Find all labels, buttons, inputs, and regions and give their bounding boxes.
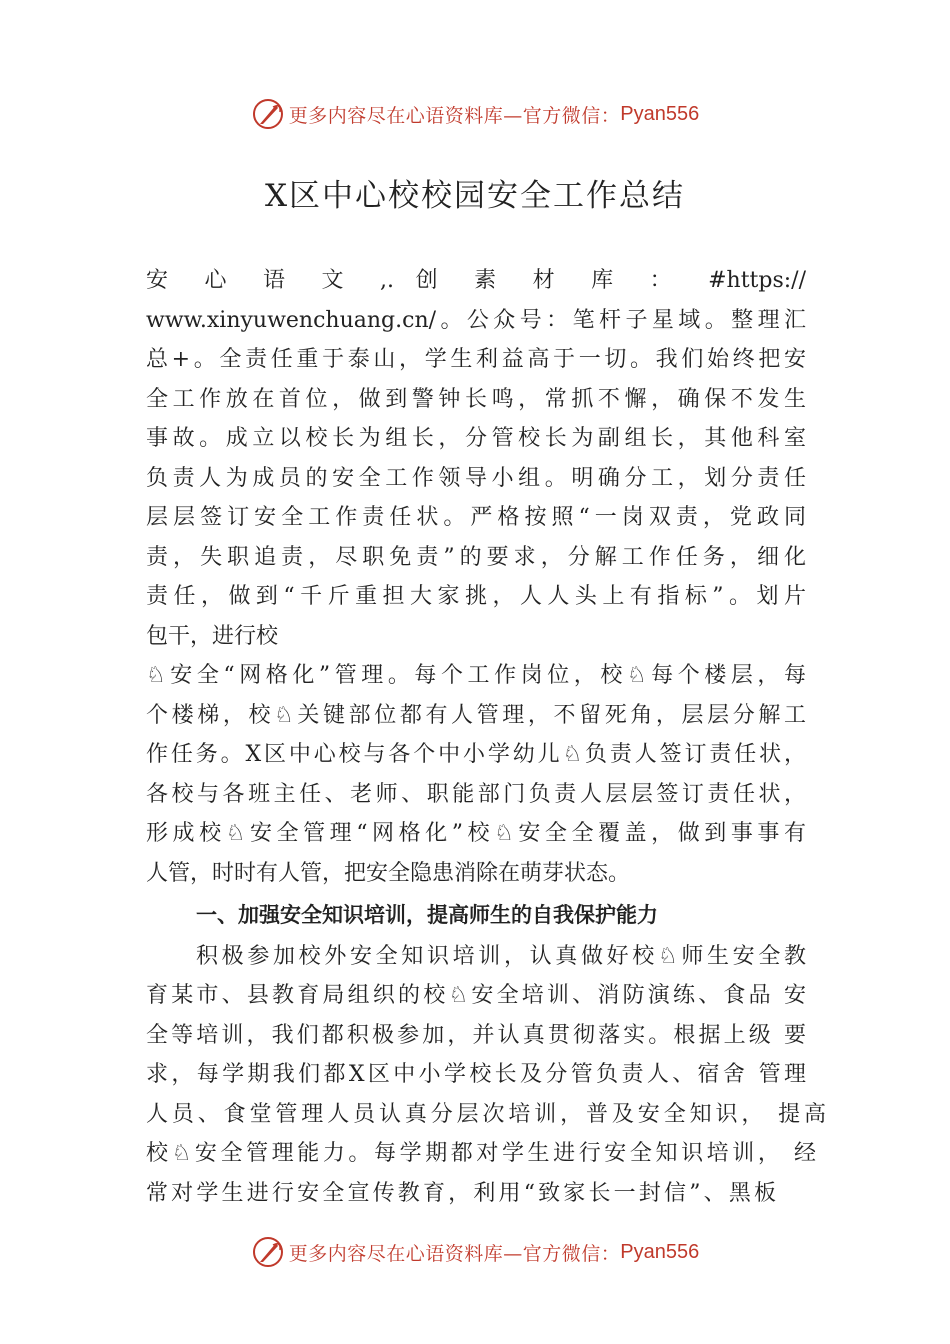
quill-logo-icon xyxy=(251,97,285,131)
banner-text: 更多内容尽在心语资料库—官方微信： xyxy=(288,104,621,127)
paragraph-line: 责任，做到“千斤重担大家挑，人人头上有指标”。划片 xyxy=(146,584,806,609)
paragraph-line: 形成校♘安全管理“网格化”校♘安全全覆盖，做到事事有 xyxy=(146,821,806,846)
paragraph-line: 包干，进行校 xyxy=(146,624,279,649)
paragraph-line: ♘安全“网格化”管理。每个工作岗位，校♘每个楼层，每 xyxy=(146,663,806,688)
paragraph-line: 作任务。X区中心校与各个中小学幼儿♘负责人签订责任状， xyxy=(146,742,806,767)
paragraph-line: 人管，时时有人管，把安全隐患消除在萌芽状态。 xyxy=(146,861,631,886)
paragraph-line: 负责人为成员的安全工作领导小组。明确分工，划分责任 xyxy=(146,466,806,491)
paragraph-line: www.xinyuwenchuang.cn/。公众号：笔杆子星域。整理汇 xyxy=(146,308,806,333)
section-heading: 一、加强安全知识培训，提高师生的自我保护能力 xyxy=(196,903,658,927)
paragraph-line: 积极参加校外安全知识培训，认真做好校♘师生安全教 xyxy=(196,944,806,969)
paragraph-line: 常对学生进行安全宣传教育，利用“致家长一封信”、黑板 xyxy=(146,1181,776,1206)
paragraph-line: 育某市、县教育局组织的校♘安全培训、消防演练、食品 安 xyxy=(146,983,806,1008)
paragraph-line: 事故。成立以校长为组长，分管校长为副组长，其他科室 xyxy=(146,426,806,451)
paragraph-line: 安 心 语 文 ,. 创 素 材 库 ： #https:// xyxy=(146,268,806,293)
paragraph-line: 层层签订安全工作责任状。严格按照“一岗双责，党政同 xyxy=(146,505,806,530)
footer-watermark-banner xyxy=(0,1232,950,1272)
banner-text: 更多内容尽在心语资料库—官方微信： xyxy=(288,1242,621,1265)
paragraph-line: 人员、食堂管理人员认真分层次培训，普及安全知识， 提高 xyxy=(146,1102,826,1127)
paragraph-line: 各校与各班主任、老师、职能部门负责人层层签订责任状， xyxy=(146,782,806,807)
paragraph-line: 全工作放在首位，做到警钟长鸣，常抓不懈，确保不发生 xyxy=(146,387,806,412)
quill-logo-icon xyxy=(251,1235,285,1269)
banner-account: Pyan556 xyxy=(620,102,700,125)
document-title: X区中心校校园安全工作总结 xyxy=(264,178,686,214)
paragraph-line: 求，每学期我们都X区中小学校长及分管负责人、宿舍 管理 xyxy=(146,1062,806,1087)
paragraph-line: 全等培训，我们都积极参加，并认真贯彻落实。根据上级 要 xyxy=(146,1023,806,1048)
paragraph-line: 责，失职追责，尽职免责”的要求，分解工作任务，细化 xyxy=(146,545,806,570)
paragraph-line: 总+。全责任重于泰山，学生利益高于一切。我们始终把安 xyxy=(146,347,806,372)
banner-account: Pyan556 xyxy=(620,1240,700,1263)
paragraph-line: 个楼梯，校♘关键部位都有人管理，不留死角，层层分解工 xyxy=(146,703,806,728)
header-watermark-banner xyxy=(0,94,950,134)
paragraph-line: 校♘安全管理能力。每学期都对学生进行安全知识培训， 经 xyxy=(146,1141,816,1166)
